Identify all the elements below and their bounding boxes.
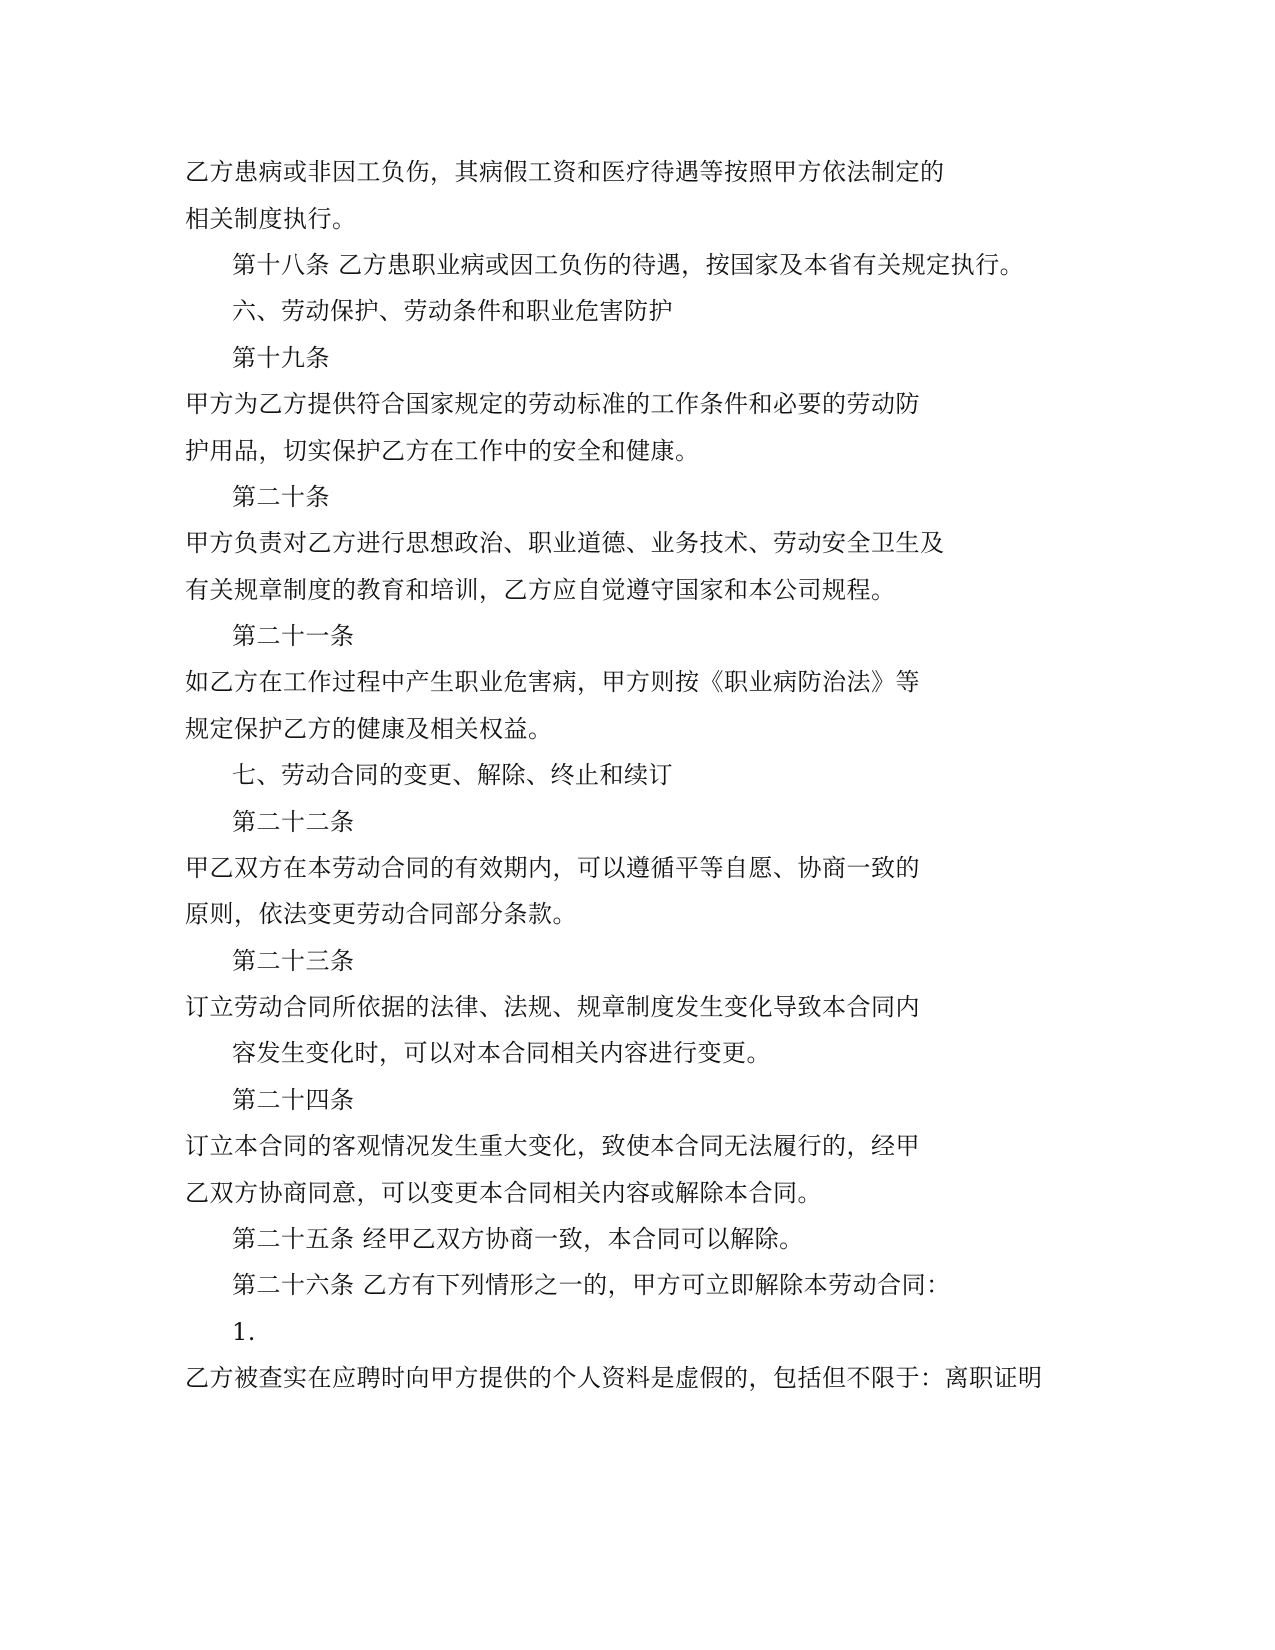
text-line: 甲方负责对乙方进行思想政治、职业道德、业务技术、劳动安全卫生及: [185, 529, 945, 557]
text-line: 规定保护乙方的健康及相关权益。: [185, 715, 553, 743]
text-line: 第二十六条 乙方有下列情形之一的，甲方可立即解除本劳动合同：: [232, 1271, 951, 1299]
text-line: 乙双方协商同意，可以变更本合同相关内容或解除本合同。: [185, 1179, 822, 1207]
text-line: 订立劳动合同所依据的法律、法规、规章制度发生变化导致本合同内: [185, 993, 920, 1021]
text-line: 订立本合同的客观情况发生重大变化，致使本合同无法履行的，经甲: [185, 1132, 920, 1160]
article-heading: 第二十一条: [232, 622, 355, 650]
text-line: 有关规章制度的教育和培训，乙方应自觉遵守国家和本公司规程。: [185, 576, 896, 604]
text-line: 甲方为乙方提供符合国家规定的劳动标准的工作条件和必要的劳动防: [185, 390, 920, 418]
text-line: 相关制度执行。: [185, 205, 357, 233]
text-line: 容发生变化时，可以对本合同相关内容进行变更。: [232, 1039, 771, 1067]
article-heading: 第二十二条: [232, 808, 355, 836]
text-line: 原则，依法变更劳动合同部分条款。: [185, 900, 577, 928]
text-line: 护用品，切实保护乙方在工作中的安全和健康。: [185, 437, 700, 465]
text-line: 第二十五条 经甲乙双方协商一致，本合同可以解除。: [232, 1225, 804, 1253]
text-line: 乙方被查实在应聘时向甲方提供的个人资料是虚假的，包括但不限于：离职证明: [185, 1364, 1043, 1392]
article-heading: 第二十条: [232, 483, 330, 511]
list-number: 1.: [232, 1318, 256, 1346]
text-line: 甲乙双方在本劳动合同的有效期内，可以遵循平等自愿、协商一致的: [185, 854, 920, 882]
text-line: 如乙方在工作过程中产生职业危害病，甲方则按《职业病防治法》等: [185, 668, 920, 696]
article-heading: 第二十三条: [232, 947, 355, 975]
article-heading: 第二十四条: [232, 1086, 355, 1114]
text-line: 乙方患病或非因工负伤，其病假工资和医疗待遇等按照甲方依法制定的: [185, 158, 945, 186]
article-heading: 第十九条: [232, 344, 330, 372]
section-heading: 六、劳动保护、劳动条件和职业危害防护: [232, 297, 673, 325]
text-line: 第十八条 乙方患职业病或因工负伤的待遇，按国家及本省有关规定执行。: [232, 251, 1025, 279]
section-heading: 七、劳动合同的变更、解除、终止和续订: [232, 761, 673, 789]
